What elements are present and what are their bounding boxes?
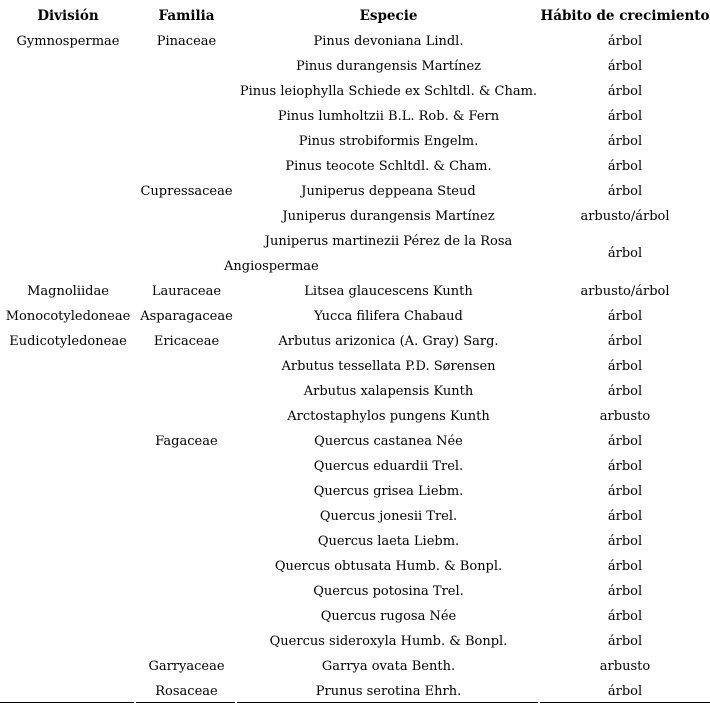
cell-habito: árbol: [607, 509, 643, 524]
cell-especie: Pinus devoniana Lindl.: [313, 34, 464, 49]
cell-familia: Ericaceae: [153, 334, 220, 349]
cell-habito: árbol: [607, 359, 643, 374]
cell-division: Eudicotyledoneae: [9, 334, 127, 349]
cell-especie: Quercus castanea Née: [314, 434, 463, 449]
cell-especie: Litsea glaucescens Kunth: [304, 284, 473, 299]
cell-especie: Quercus sideroxyla Humb. & Bonpl.: [269, 634, 508, 649]
cell-habito: árbol: [607, 484, 643, 499]
cell-familia: [136, 204, 237, 229]
cell-familia: Rosaceae: [155, 684, 218, 699]
cell-familia: [136, 129, 237, 154]
cell-habito: árbol: [607, 109, 643, 124]
cell-especie: Quercus rugosa Née: [320, 609, 457, 624]
cell-habito: árbol: [607, 309, 643, 324]
cell-division: [0, 229, 136, 254]
cell-habito: árbol: [607, 584, 643, 599]
cell-division: [0, 654, 136, 679]
cell-especie: Garrya ovata Benth.: [321, 659, 456, 674]
header-division: División: [37, 8, 99, 24]
cell-especie: Prunus serotina Ehrh.: [315, 684, 462, 699]
cell-familia: [136, 529, 237, 554]
cell-familia: [136, 354, 237, 379]
cell-habito: árbol: [607, 534, 643, 549]
cell-division: [0, 579, 136, 604]
cell-familia: Lauraceae: [151, 284, 222, 299]
cell-especie: Juniperus martinezii Pérez de la Rosa: [264, 234, 513, 249]
header-habito: Hábito de crecimiento: [540, 8, 710, 24]
cell-habito: árbol: [607, 246, 643, 261]
cell-division: [0, 404, 136, 429]
cell-especie: Quercus grisea Liebm.: [313, 484, 464, 499]
cell-habito: [540, 254, 710, 279]
cell-familia: [136, 454, 237, 479]
cell-especie: Quercus jonesii Trel.: [319, 509, 458, 524]
cell-familia: [136, 104, 237, 129]
cell-especie: Quercus laeta Liebm.: [317, 534, 460, 549]
cell-especie: Juniperus durangensis Martínez: [282, 209, 495, 224]
cell-division: [0, 154, 136, 179]
cell-habito: árbol: [607, 134, 643, 149]
cell-division: [0, 629, 136, 654]
cell-familia: [136, 154, 237, 179]
cell-habito: árbol: [607, 684, 643, 699]
cell-familia: Fagaceae: [155, 434, 218, 449]
cell-especie: Yucca filifera Chabaud: [314, 309, 463, 324]
bottom-rule-familia: [136, 702, 235, 703]
cell-especie: Arbutus arizonica (A. Gray) Sarg.: [278, 334, 499, 349]
header-especie: Especie: [359, 8, 418, 24]
cell-division: [0, 454, 136, 479]
cell-especie: Pinus strobiformis Engelm.: [298, 134, 479, 149]
cell-familia: [136, 629, 237, 654]
cell-division: [0, 504, 136, 529]
cell-habito: árbol: [607, 84, 643, 99]
cell-habito: arbusto: [599, 659, 651, 674]
cell-especie: Angiospermae: [224, 259, 319, 274]
bottom-rule-especie: [237, 702, 538, 703]
cell-division: [0, 479, 136, 504]
cell-division: [0, 379, 136, 404]
cell-familia: [136, 554, 237, 579]
cell-habito: arbusto: [599, 409, 651, 424]
cell-division: [0, 679, 136, 704]
cell-familia: [136, 579, 237, 604]
cell-familia: [136, 54, 237, 79]
cell-familia: Asparagaceae: [140, 309, 233, 324]
cell-familia: [136, 79, 237, 104]
cell-division: [0, 179, 136, 204]
cell-familia: [136, 479, 237, 504]
cell-familia: [136, 504, 237, 529]
cell-habito: arbusto/árbol: [580, 209, 670, 224]
cell-especie: Quercus eduardii Trel.: [313, 459, 464, 474]
cell-habito: árbol: [607, 334, 643, 349]
bottom-rule-division: [0, 702, 134, 703]
cell-division: [0, 529, 136, 554]
cell-division: [0, 54, 136, 79]
cell-especie: Pinus durangensis Martínez: [295, 59, 482, 74]
cell-especie: Quercus potosina Trel.: [313, 584, 464, 599]
cell-habito: árbol: [607, 159, 643, 174]
header-familia: Familia: [158, 8, 215, 24]
cell-especie: Pinus lumholtzii B.L. Rob. & Fern: [277, 109, 500, 124]
cell-division: [0, 254, 136, 279]
cell-especie: Arbutus tessellata P.D. Sørensen: [281, 359, 496, 374]
cell-familia: Garryaceae: [148, 659, 225, 674]
cell-familia: [136, 229, 237, 254]
cell-familia: Cupressaceae: [140, 184, 233, 199]
cell-habito: árbol: [607, 459, 643, 474]
bottom-rule-habito: [540, 702, 710, 703]
cell-division: Monocotyledoneae: [5, 309, 131, 324]
cell-habito: árbol: [607, 384, 643, 399]
cell-especie: Arbutus xalapensis Kunth: [303, 384, 474, 399]
cell-division: [0, 104, 136, 129]
cell-especie: Arctostaphylos pungens Kunth: [287, 409, 490, 424]
cell-habito: árbol: [607, 34, 643, 49]
cell-familia: [136, 379, 237, 404]
cell-especie: Quercus obtusata Humb. & Bonpl.: [274, 559, 503, 574]
cell-familia: [136, 404, 237, 429]
cell-habito: árbol: [607, 184, 643, 199]
cell-familia: [136, 604, 237, 629]
cell-division: [0, 429, 136, 454]
cell-especie: Pinus teocote Schltdl. & Cham.: [285, 159, 492, 174]
cell-habito: árbol: [607, 434, 643, 449]
cell-division: [0, 79, 136, 104]
cell-especie: Pinus leiophylla Schiede ex Schltdl. & Cham.: [239, 84, 538, 99]
cell-habito: árbol: [607, 634, 643, 649]
cell-habito: árbol: [607, 609, 643, 624]
cell-habito: arbusto/árbol: [580, 284, 670, 299]
cell-division: [0, 354, 136, 379]
cell-division: [0, 554, 136, 579]
cell-division: Gymnospermae: [16, 34, 120, 49]
cell-habito: árbol: [607, 559, 643, 574]
cell-division: Magnoliidae: [27, 284, 109, 299]
cell-division: [0, 604, 136, 629]
cell-habito: árbol: [607, 59, 643, 74]
cell-division: [0, 204, 136, 229]
cell-familia: Pinaceae: [156, 34, 217, 49]
cell-division: [0, 129, 136, 154]
cell-especie: Juniperus deppeana Steud: [301, 184, 476, 199]
